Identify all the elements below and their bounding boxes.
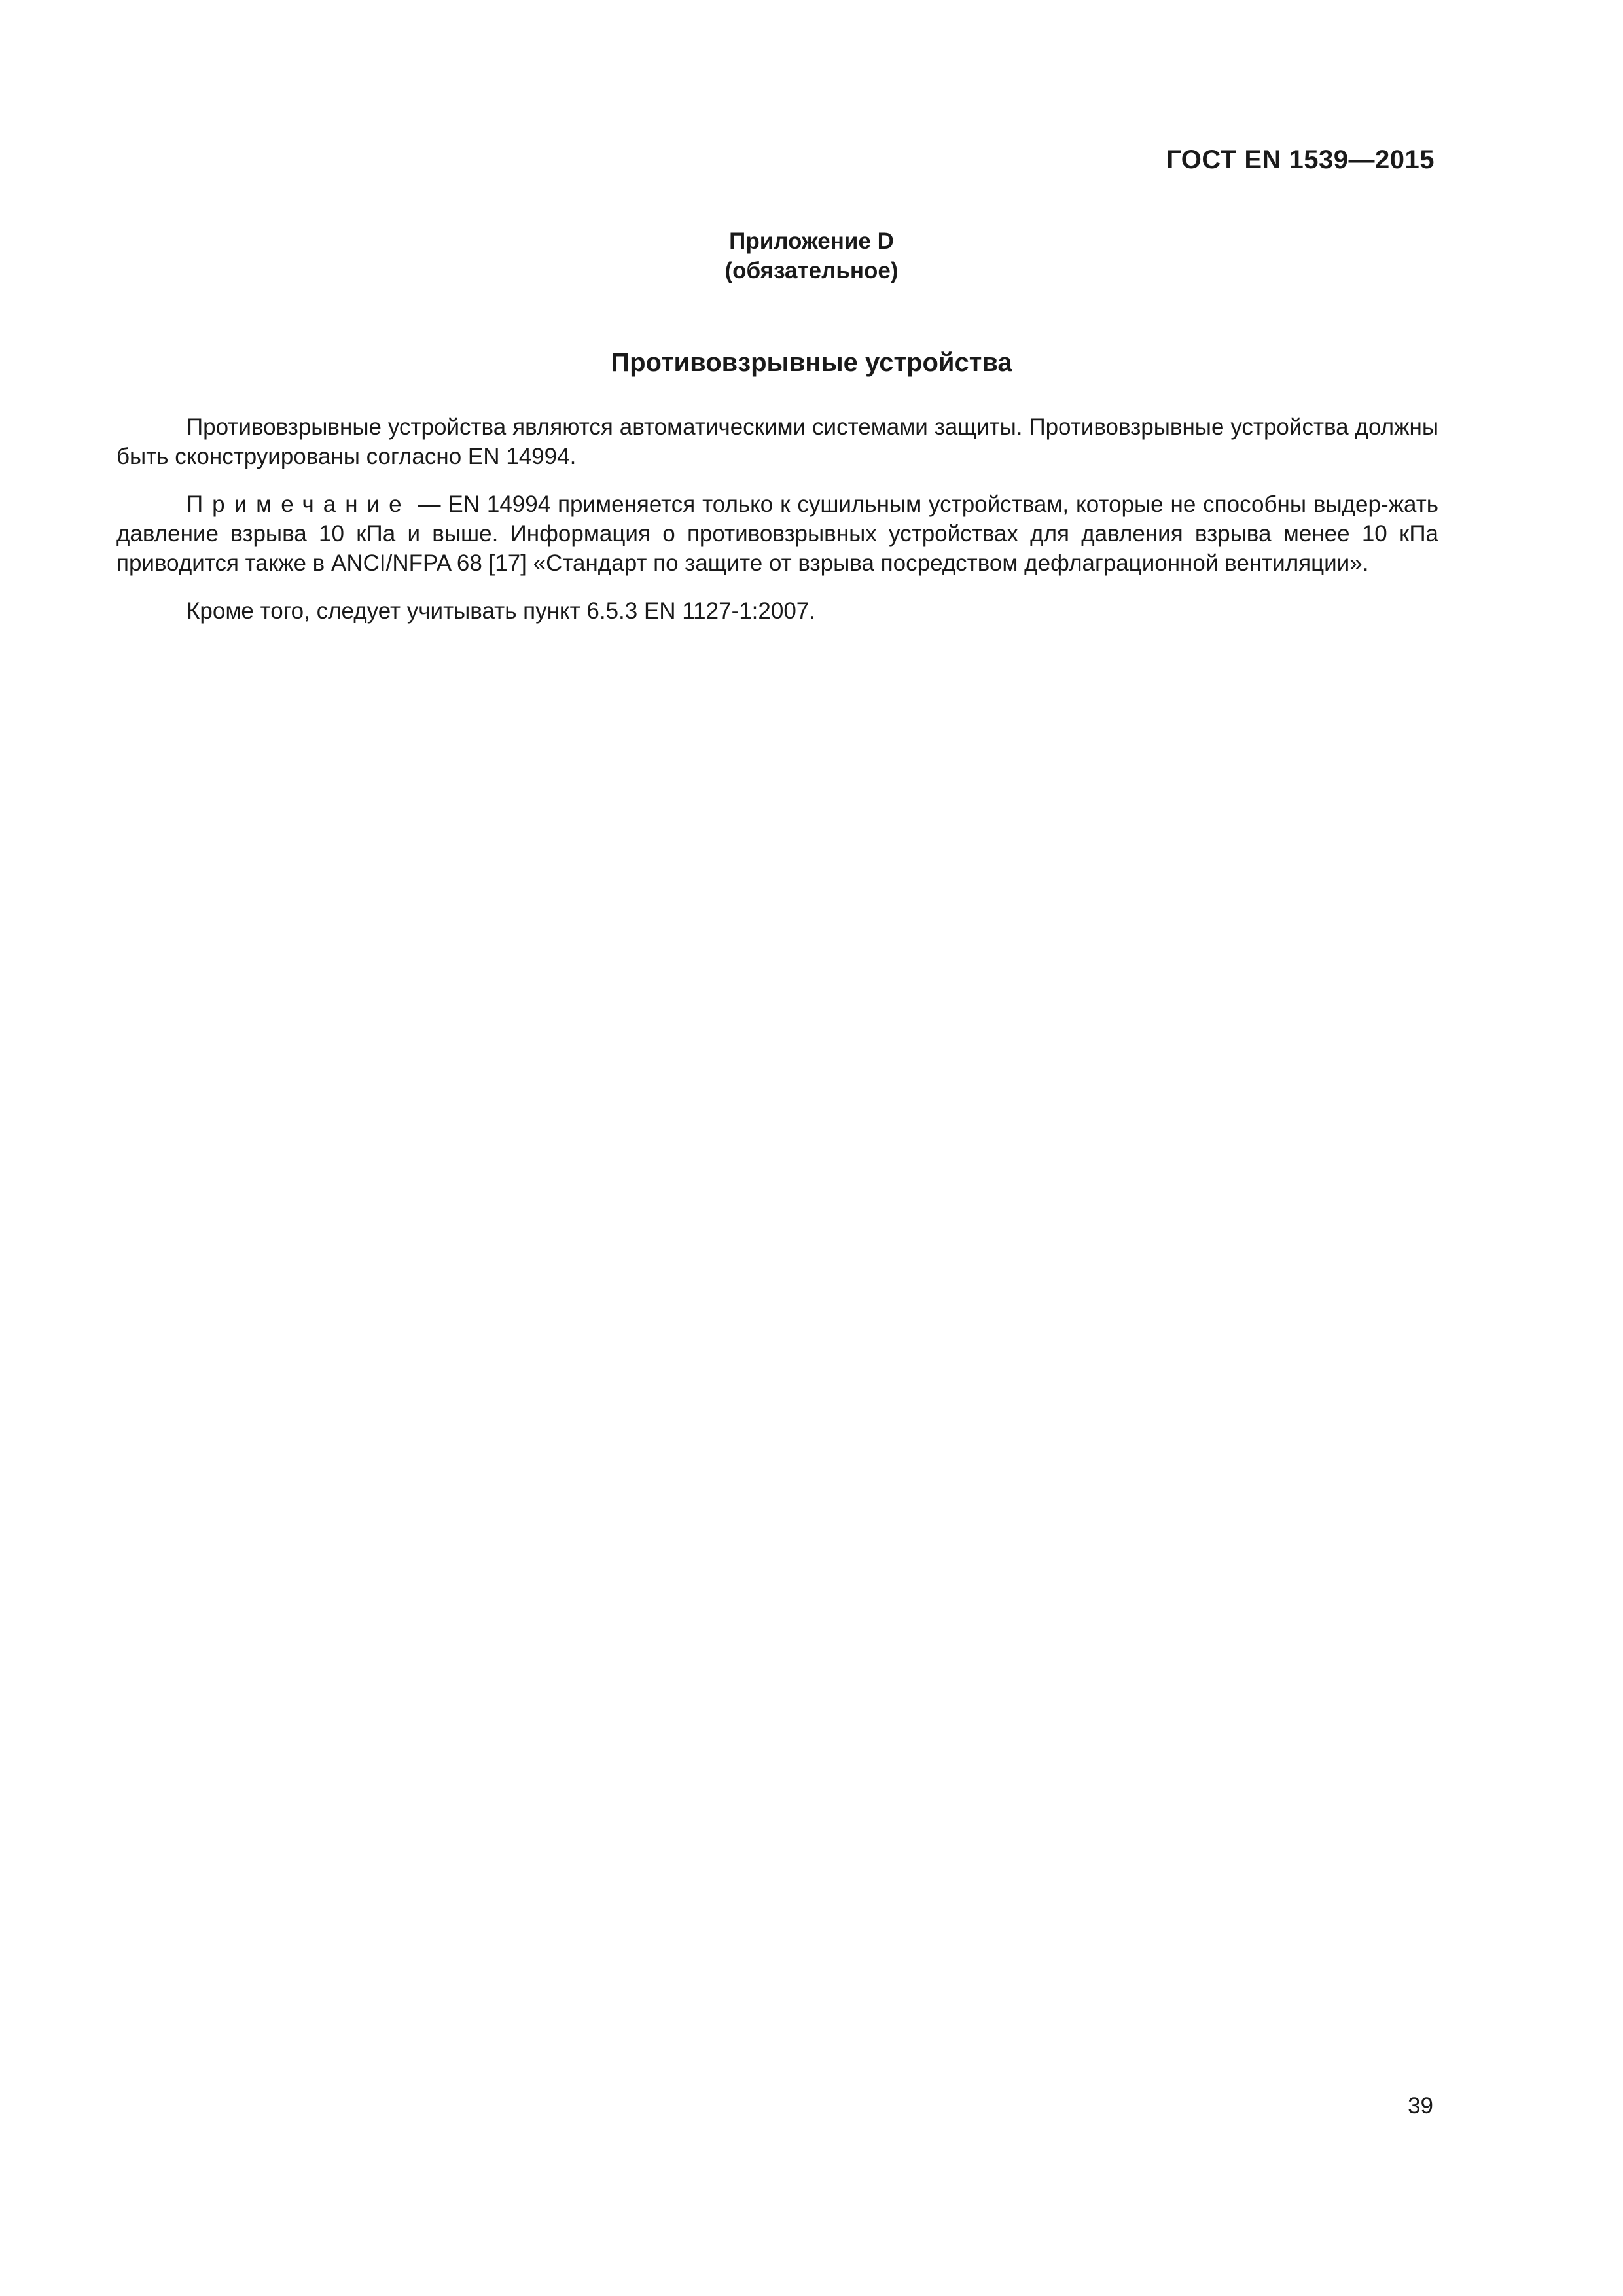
section-title: Противовзрывные устройства	[611, 348, 1012, 377]
note-paragraph	[116, 490, 1438, 578]
paragraph-1: Противовзрывные устройства являются автоматическими системами защиты. Противовзрывные устройства должны быть сконструированы согласно EN 14994.	[116, 414, 1438, 469]
page-number: 39	[1408, 2093, 1433, 2119]
note-prefix: Примечание	[187, 492, 411, 517]
annex-heading	[0, 226, 1623, 285]
body-text	[116, 412, 1438, 644]
annex-title: Приложение D	[729, 228, 894, 254]
note-body: — EN 14994 применяется только к сушильным устройствам, которые не способны выдер-жать давление взрыва 10 кПа и выше. Информация о противовзрывных устройствах для давления взрыва менее 10 кПа приводится также в ANCI/NFPA 68 [17] «Стандарт по защите от взрыва посредством дефлаграционной вентиляции».	[116, 492, 1438, 576]
paragraph-3: Кроме того, следует учитывать пункт 6.5.3 EN 1127-1:2007.	[187, 598, 815, 624]
document-code: ГОСТ EN 1539—2015	[1166, 145, 1435, 174]
annex-status: (обязательное)	[724, 258, 899, 283]
